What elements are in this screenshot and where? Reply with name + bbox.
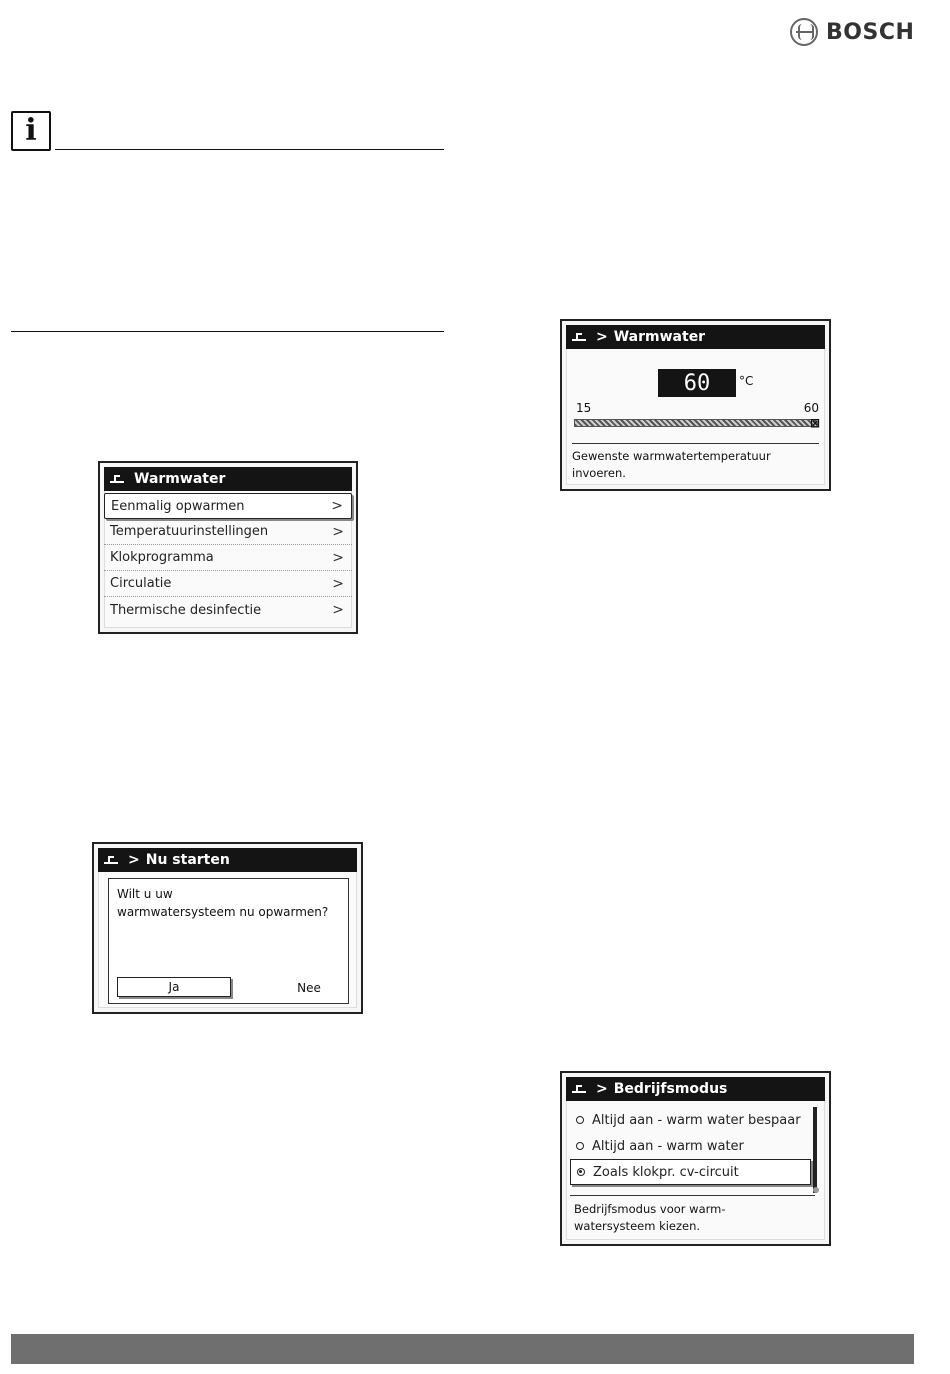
screen-title: Nu starten [145,852,230,868]
help-divider [570,1195,815,1196]
help-text [574,1201,726,1235]
screen-title: Warmwater [134,471,226,487]
brand-logo [790,16,914,48]
radio-off-icon [576,1142,584,1150]
question-line: warmwatersysteem nu opwarmen? [117,905,329,919]
screen-titlebar [98,848,357,872]
chevron-right-icon: > [332,602,344,618]
brand-name: BOSCH [826,19,915,45]
screen-title: Warmwater [613,329,706,345]
chevron-right-icon: > [331,498,343,514]
help-divider [572,443,819,444]
slider-thumb-icon[interactable]: ⊠ [810,416,821,430]
info-glyph: i [25,113,37,148]
breadcrumb-separator: > [596,329,608,345]
menu-item-label: Klokprogramma [110,550,214,565]
info-note-bottom-rule [11,331,444,332]
list-scrollbar[interactable] [813,1107,817,1193]
help-text [572,448,771,482]
screen-titlebar [566,1077,825,1101]
menu-item-label: Temperatuurinstellingen [110,524,269,539]
bedrijfsmodus-screen [560,1071,831,1246]
mode-option-label: Zoals klokpr. cv-circuit [593,1164,739,1180]
tap-icon [572,1083,590,1095]
help-line: invoeren. [572,466,626,480]
menu-item-temperatuurinstellingen[interactable] [104,519,352,545]
menu-item-eenmalig-opwarmen[interactable] [104,493,352,519]
slider-fill [575,420,818,426]
mode-option-zoals-klokpr[interactable] [570,1159,811,1185]
mode-option-altijd-aan[interactable] [570,1133,811,1159]
temperature-unit: °C [739,374,754,388]
screen-titlebar [104,467,352,491]
chevron-right-icon: > [332,523,344,540]
info-icon [11,111,51,151]
temperature-slider[interactable] [574,416,821,430]
temperature-value-field[interactable]: 60 [658,369,736,397]
mode-option-altijd-aan-bespaar[interactable] [570,1107,811,1133]
breadcrumb-separator: > [128,852,140,868]
tap-icon [572,331,590,343]
mode-option-label: Altijd aan - warm water [592,1138,744,1154]
chevron-right-icon: > [332,549,344,566]
screen-title: Bedrijfsmodus [613,1081,728,1097]
dialog-question [117,885,328,921]
help-line: watersysteem kiezen. [574,1219,701,1233]
menu-list [104,493,352,623]
radio-on-icon [577,1168,585,1176]
slider-min-label: 15 [576,401,592,415]
nu-starten-screen [92,842,363,1014]
breadcrumb-separator: > [596,1081,608,1097]
screen-titlebar [566,325,825,349]
mode-option-label: Altijd aan - warm water bespaar [592,1112,801,1128]
help-line: Bedrijfsmodus voor warm- [574,1202,726,1216]
no-button[interactable]: Nee [297,981,321,995]
warmwater-temperature-screen [560,319,831,491]
mode-option-list [570,1107,811,1185]
question-line: Wilt u uw [117,887,173,901]
menu-item-label: Thermische desinfectie [110,602,262,618]
yes-button[interactable]: Ja [117,977,231,997]
menu-item-thermische-desinfectie[interactable] [104,597,352,623]
menu-item-circulatie[interactable] [104,571,352,597]
footer-bar [11,1334,914,1364]
menu-item-label: Circulatie [110,576,172,591]
chevron-right-icon: > [332,575,344,592]
info-note-top-rule [55,149,444,150]
confirm-dialog [108,878,349,1004]
tap-icon [110,473,128,485]
warmwater-menu-screen [98,461,358,634]
tap-icon [104,854,122,866]
bosch-armature-icon [790,18,818,46]
menu-item-label: Eenmalig opwarmen [111,498,245,514]
slider-max-label: 60 [803,401,819,415]
radio-off-icon [576,1116,584,1124]
help-line: Gewenste warmwatertemperatuur [572,449,771,463]
menu-item-klokprogramma[interactable] [104,545,352,571]
